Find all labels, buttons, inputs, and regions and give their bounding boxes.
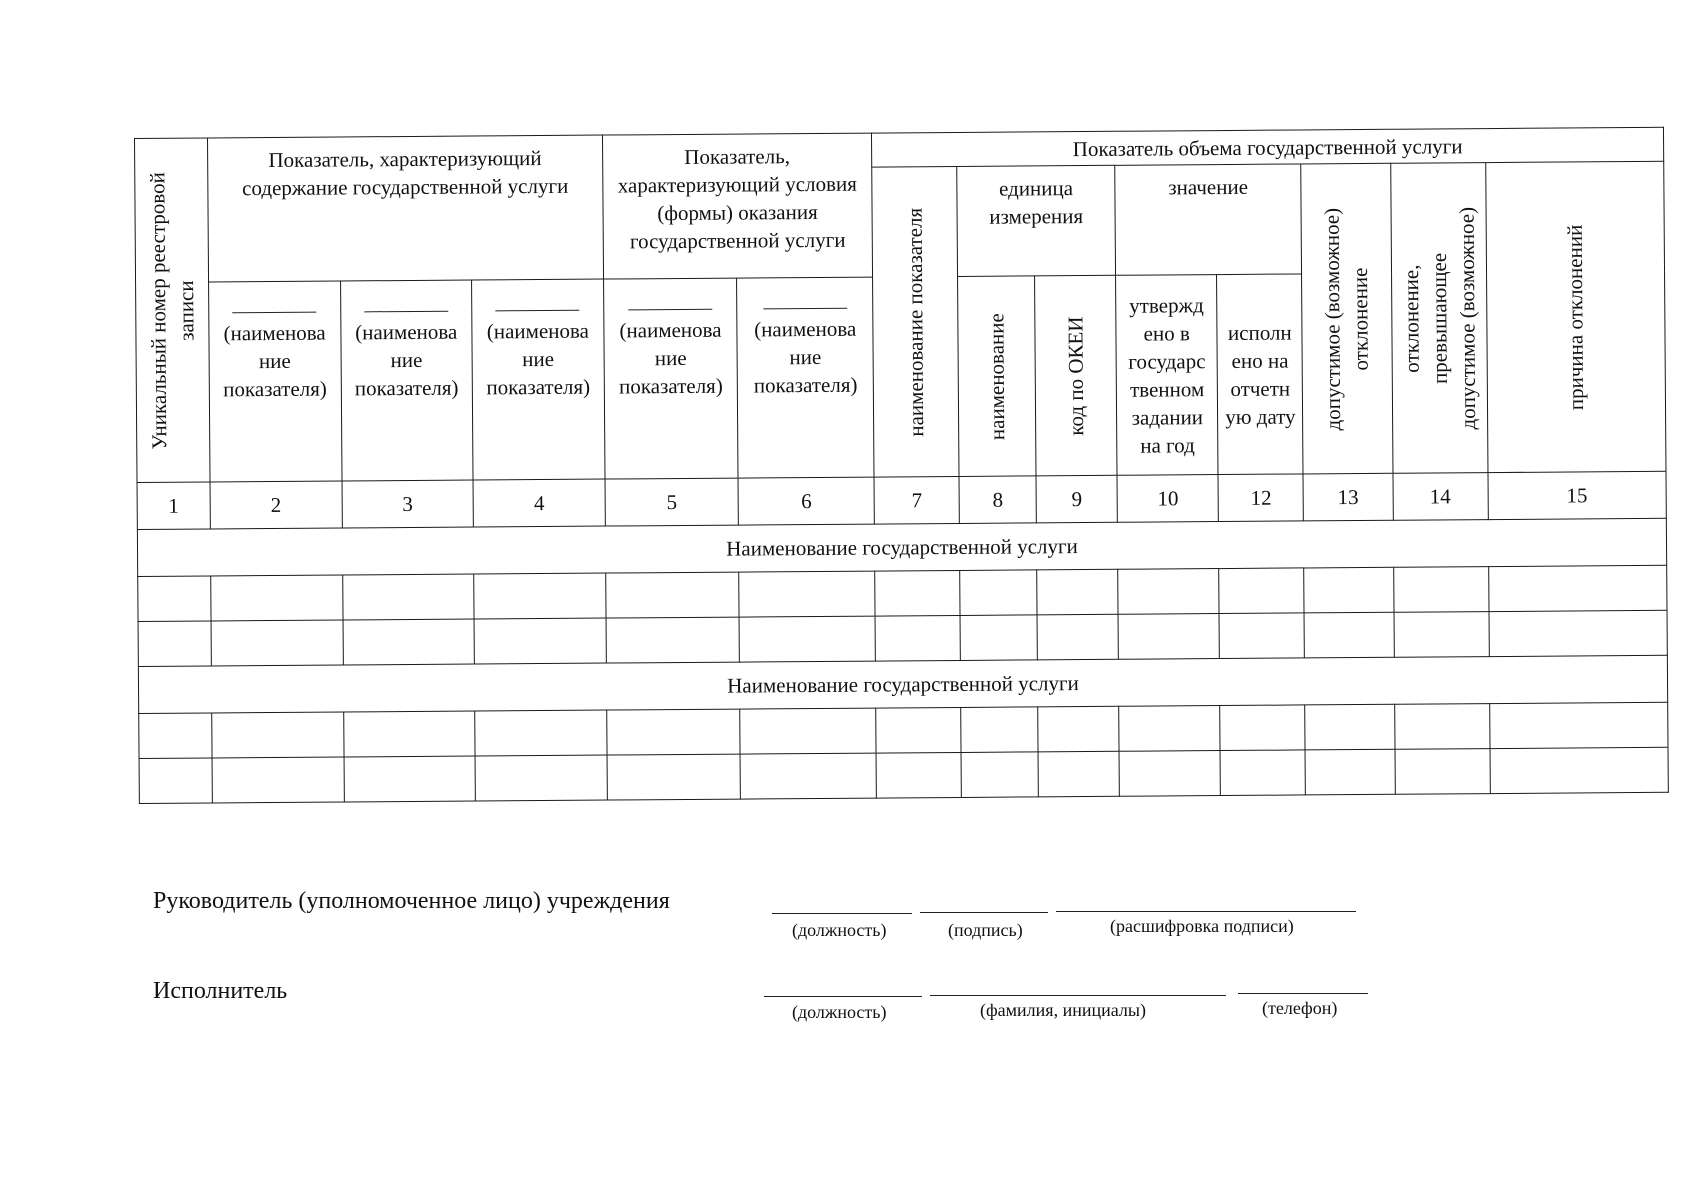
executor-phone-caption: (телефон) — [1262, 998, 1338, 1018]
head-signature-line[interactable] — [920, 912, 1048, 913]
column-number-cell: 5 — [605, 478, 739, 526]
column-number-cell: 8 — [959, 476, 1036, 524]
approved-text: утвержд ено в государс твенном задании на год — [1128, 292, 1206, 458]
okei-code-text: код по ОКЕИ — [1063, 315, 1089, 436]
conditions-indicator-text: Показатель, характеризующий условия (формы) оказания государственной услуги — [617, 144, 857, 254]
indicator-name-text: наименование показателя — [902, 207, 929, 437]
column-number-cell: 12 — [1218, 474, 1303, 522]
content-indicator-text: Показатель, характеризующий содержание государственной услуги — [242, 146, 569, 201]
column-number-cell: 4 — [473, 479, 605, 527]
column-number-cell: 2 — [210, 481, 342, 529]
unit-name-text: наименование — [984, 312, 1010, 440]
executed-text: исполн ено на отчетн ую дату — [1225, 320, 1296, 429]
executor-fullname-line[interactable] — [930, 995, 1226, 996]
column-number-cell: 3 — [342, 480, 474, 528]
service-name-text: Наименование государственной услуги — [726, 534, 1078, 561]
placeholder-name-text: (наименова ние показателя) — [753, 316, 858, 398]
registry-number-header-text: Уникальный номер реестровой записи — [145, 171, 199, 450]
column-number-cell: 15 — [1488, 471, 1667, 519]
column-number-cell: 10 — [1117, 475, 1219, 523]
allowed-deviation-text: допустимое (возможное) отклонение — [1320, 207, 1374, 431]
service-name-text: Наименование государственной услуги — [727, 671, 1079, 698]
value-text: значение — [1168, 174, 1249, 200]
executor-label: Исполнитель — [153, 978, 288, 1004]
head-position-line[interactable] — [772, 913, 912, 914]
volume-indicator-text: Показатель объема государственной услуги — [1072, 133, 1463, 161]
column-number-cell: 1 — [137, 482, 210, 530]
head-position-caption: (должность) — [792, 920, 887, 940]
column-number-cell: 7 — [874, 476, 959, 524]
head-signature-caption: (подпись) — [948, 920, 1023, 940]
column-number-cell: 6 — [738, 477, 874, 525]
placeholder-name-text: (наименова ние показателя) — [619, 317, 723, 399]
head-name-line[interactable] — [1056, 911, 1356, 912]
unit-text: единица измерения — [989, 176, 1084, 229]
executor-fullname-caption: (фамилия, инициалы) — [980, 1000, 1146, 1020]
column-number-cell: 14 — [1393, 473, 1489, 521]
column-number-cell: 9 — [1036, 475, 1117, 523]
deviation-reason-text: причина отклонений — [1563, 224, 1589, 410]
placeholder-name-text: (наименова ние показателя) — [354, 319, 459, 401]
executor-phone-line[interactable] — [1238, 993, 1368, 994]
executor-position-line[interactable] — [764, 996, 922, 997]
head-label: Руководитель (уполномоченное лицо) учреждения — [153, 888, 670, 914]
column-number-cell: 13 — [1303, 473, 1392, 521]
placeholder-name-text: (наименова ние показателя) — [223, 320, 327, 402]
head-name-caption: (расшифровка подписи) — [1110, 916, 1294, 936]
placeholder-name-text: (наименова ние показателя) — [486, 318, 591, 400]
executor-position-caption: (должность) — [792, 1002, 887, 1022]
exceeding-deviation-text: отклонение, превышающее допустимое (возможное) — [1398, 206, 1480, 430]
